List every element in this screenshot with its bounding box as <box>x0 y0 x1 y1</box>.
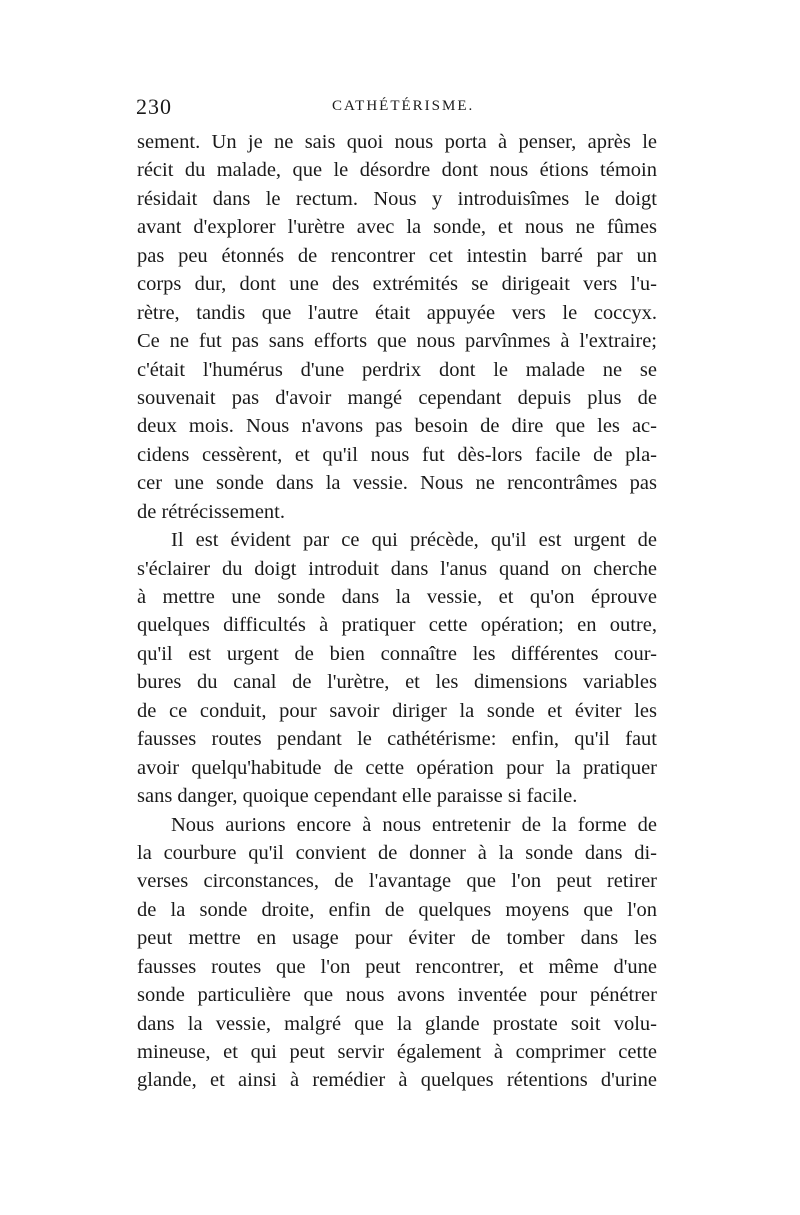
text-line: quelques difficultés à pratiquer cette opération; en outre, <box>137 614 657 637</box>
text-line: cer une sonde dans la vessie. Nous ne rencontrâmes pas <box>137 472 657 495</box>
text-line: rètre, tandis que l'autre était appuyée vers le coccyx. <box>137 301 657 324</box>
text-line: récit du malade, que le désordre dont nous étions témoin <box>137 159 657 182</box>
text-line: fausses routes pendant le cathétérisme: enfin, qu'il faut <box>137 728 657 751</box>
text-line: Nous aurions encore à nous entretenir de la forme de <box>171 813 657 836</box>
text-line: avoir quelqu'habitude de cette opération pour la pratiquer <box>137 756 657 779</box>
running-head <box>136 94 656 124</box>
text-line: résidait dans le rectum. Nous y introduisîmes le doigt <box>137 187 657 210</box>
text-line: à mettre une sonde dans la vessie, et qu'on éprouve <box>137 586 657 608</box>
text-line: fausses routes que l'on peut rencontrer, et même d'une <box>137 955 657 978</box>
text-line: de ce conduit, pour savoir diriger la sonde et éviter les <box>137 699 657 722</box>
text-line: s'éclairer du doigt introduit dans l'anus quand on cherche <box>137 557 657 580</box>
text-line: mineuse, et qui peut servir également à comprimer cette <box>137 1041 657 1063</box>
text-line: la courbure qu'il convient de donner à la sonde dans di- <box>137 841 657 864</box>
body-text <box>137 128 657 1095</box>
text-line: sonde particulière que nous avons inventée pour pénétrer <box>137 984 657 1007</box>
text-line: sans danger, quoique cependant elle paraisse si facile. <box>137 785 578 808</box>
text-line: pas peu étonnés de rencontrer cet intestin barré par un <box>137 244 657 267</box>
text-line: sement. Un je ne sais quoi nous porta à penser, après le <box>137 131 657 153</box>
text-line: peut mettre en usage pour éviter de tomber dans les <box>137 927 657 950</box>
text-line: cidens cessèrent, et qu'il nous fut dès-lors facile de pla- <box>137 443 657 466</box>
text-line: c'était l'humérus d'une perdrix dont le malade ne se <box>137 358 657 381</box>
text-line: de la sonde droite, enfin de quelques moyens que l'on <box>137 898 657 921</box>
text-line: corps dur, dont une des extrémités se dirigeait vers l'u- <box>137 273 657 296</box>
text-line: souvenait pas d'avoir mangé cependant depuis plus de <box>137 386 657 409</box>
page-number: 230 <box>136 94 172 119</box>
text-line: bures du canal de l'urètre, et les dimensions variables <box>137 671 657 694</box>
text-line: qu'il est urgent de bien connaître les différentes cour- <box>137 642 657 665</box>
text-line: Ce ne fut pas sans efforts que nous parvînmes à l'extraire; <box>137 330 657 353</box>
text-line: dans la vessie, malgré que la glande prostate soit volu- <box>137 1012 657 1035</box>
text-line: Il est évident par ce qui précède, qu'il est urgent de <box>171 529 657 552</box>
text-line: verses circonstances, de l'avantage que l'on peut retirer <box>137 870 657 893</box>
running-title: CATHÉTÉRISME. <box>332 98 475 114</box>
text-line: glande, et ainsi à remédier à quelques rétentions d'urine <box>137 1069 657 1092</box>
text-line: de rétrécissement. <box>137 500 285 523</box>
text-line: deux mois. Nous n'avons pas besoin de dire que les ac- <box>137 415 657 438</box>
text-line: avant d'explorer l'urètre avec la sonde, et nous ne fûmes <box>137 216 657 239</box>
